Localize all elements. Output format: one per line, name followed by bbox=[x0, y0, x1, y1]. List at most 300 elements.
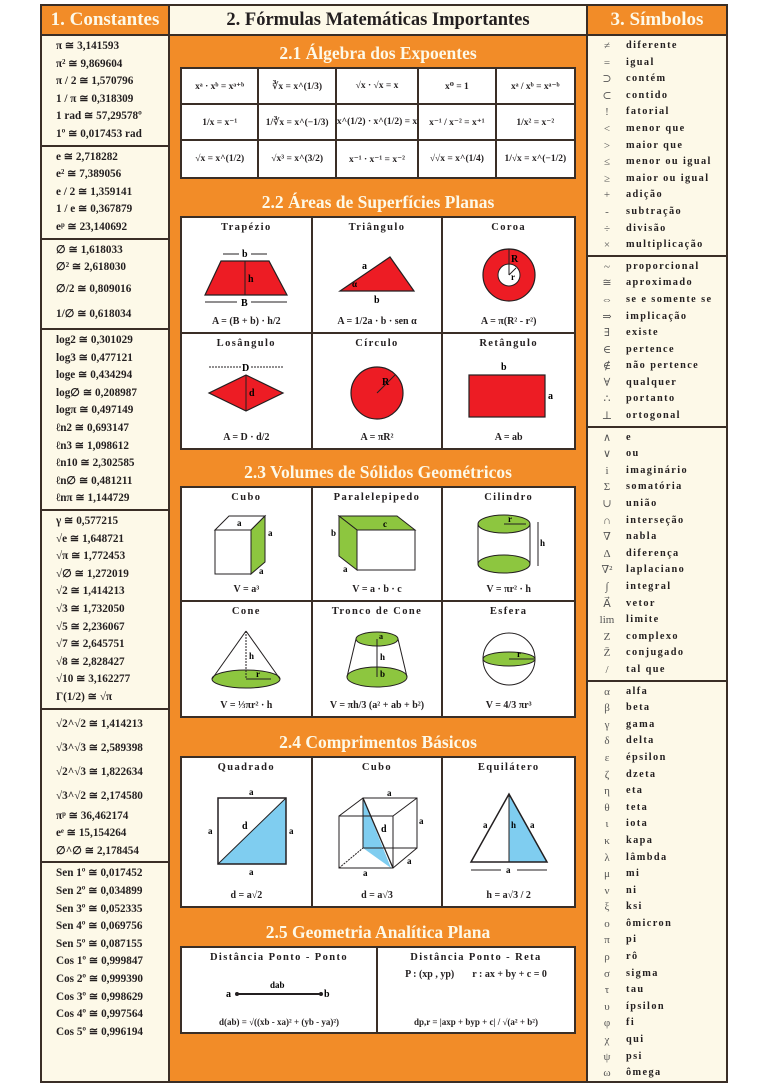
constant-row: e / 2 ≅ 1,359141 bbox=[56, 185, 133, 198]
symbol-row bbox=[588, 700, 726, 717]
algebra-table bbox=[180, 67, 576, 179]
area-retangulo: Retângulo b a A = ab bbox=[443, 334, 574, 448]
symbol-meaning: menor que bbox=[626, 122, 686, 134]
constant-row: e ≅ 2,718282 bbox=[56, 150, 118, 163]
svg-text:a: a bbox=[418, 815, 424, 826]
symbol-meaning: dzeta bbox=[626, 768, 657, 780]
constant-row: ∅/2 ≅ 0,809016 bbox=[56, 282, 132, 295]
constants-group bbox=[42, 710, 168, 864]
rectangle-figure bbox=[461, 349, 557, 432]
cone-figure bbox=[201, 617, 291, 700]
symbol-glyph: μ bbox=[604, 868, 610, 881]
symbol-glyph: ∪ bbox=[602, 498, 612, 511]
svg-text:a: a bbox=[249, 866, 254, 876]
lengths-title: 2.4 Comprimentos Básicos bbox=[279, 732, 477, 752]
constant-row: √5 ≅ 2,236067 bbox=[56, 620, 125, 633]
constant-row: ℓn10 ≅ 2,302585 bbox=[56, 457, 135, 470]
symbol-row bbox=[588, 237, 726, 254]
symbol-meaning: portanto bbox=[626, 393, 676, 405]
symbol-glyph: β bbox=[604, 702, 610, 715]
symbol-row bbox=[588, 916, 726, 933]
exponent-rule: 1/∛x = x^(−1/3) bbox=[259, 105, 336, 141]
analytic-title: 2.5 Geometria Analítica Plana bbox=[265, 922, 491, 942]
symbol-meaning: tal que bbox=[626, 663, 666, 675]
symbol-meaning: imaginário bbox=[626, 464, 689, 476]
equilateral-triangle-figure bbox=[461, 773, 557, 890]
svg-text:b: b bbox=[373, 294, 380, 306]
symbol-row bbox=[588, 187, 726, 204]
symbol-row bbox=[588, 645, 726, 662]
exponent-rule: √x · √x = x bbox=[337, 69, 419, 105]
constant-row: 1 / π ≅ 0,318309 bbox=[56, 92, 134, 105]
exponent-rule: 1/x² = x⁻² bbox=[497, 105, 574, 141]
symbol-row bbox=[588, 684, 726, 701]
symbol-row bbox=[588, 138, 726, 155]
symbol-glyph: ÷ bbox=[603, 222, 611, 235]
svg-text:r: r bbox=[507, 513, 512, 524]
svg-text:a: a bbox=[259, 565, 264, 576]
svg-text:h: h bbox=[249, 650, 255, 661]
symbol-row bbox=[588, 55, 726, 72]
svg-text:h: h bbox=[510, 819, 516, 830]
svg-text:a: a bbox=[378, 631, 383, 641]
symbol-glyph: Δ bbox=[603, 547, 611, 560]
constant-row: 1 / e ≅ 0,367879 bbox=[56, 203, 133, 216]
areas-table bbox=[180, 216, 576, 450]
constant-row: √2 ≅ 1,414213 bbox=[56, 585, 125, 598]
exponent-rule: x^(1/2) · x^(1/2) = x bbox=[337, 105, 419, 141]
symbols-group bbox=[588, 428, 726, 682]
symbol-row bbox=[588, 513, 726, 530]
symbol-row bbox=[588, 999, 726, 1016]
constant-row: Sen 2º ≅ 0,034899 bbox=[56, 884, 143, 897]
symbol-row bbox=[588, 966, 726, 983]
symbol-row bbox=[588, 104, 726, 121]
svg-text:d: d bbox=[380, 823, 387, 835]
symbol-row bbox=[588, 430, 726, 447]
symbol-row bbox=[588, 866, 726, 883]
symbol-row bbox=[588, 662, 726, 679]
symbol-row bbox=[588, 899, 726, 916]
symbol-row bbox=[588, 767, 726, 784]
svg-text:b: b bbox=[324, 989, 330, 1000]
svg-text:a: a bbox=[386, 787, 392, 798]
svg-text:c: c bbox=[382, 518, 387, 529]
symbol-glyph: ζ bbox=[604, 768, 610, 781]
symbol-meaning: ortogonal bbox=[626, 410, 681, 422]
cuboid-figure bbox=[329, 503, 425, 584]
svg-text:dab: dab bbox=[270, 980, 285, 990]
constant-row: √3^√2 ≅ 2,174580 bbox=[56, 789, 143, 802]
symbol-meaning: limite bbox=[626, 614, 660, 626]
symbol-meaning: subtração bbox=[626, 205, 683, 217]
symbol-meaning: se e somente se bbox=[626, 293, 713, 305]
symbol-meaning: épsilon bbox=[626, 751, 667, 763]
symbol-glyph: ⊥ bbox=[601, 410, 613, 423]
symbol-glyph: ⇔ bbox=[601, 293, 613, 306]
areas-title: 2.2 Áreas de Superfícies Planas bbox=[261, 192, 495, 212]
symbol-row bbox=[588, 750, 726, 767]
svg-text:b: b bbox=[500, 361, 507, 373]
symbol-row bbox=[588, 121, 726, 138]
symbol-meaning: alfa bbox=[626, 685, 649, 697]
symbol-glyph: ! bbox=[605, 106, 609, 119]
volume-tronco-cone: Tronco de Cone a h b V = πh/3 (a² + ab + b²) bbox=[313, 602, 444, 716]
symbols-group bbox=[588, 36, 726, 257]
constant-row: π² ≅ 9,869604 bbox=[56, 57, 123, 70]
symbol-meaning: conjugado bbox=[626, 647, 685, 659]
symbol-glyph: ψ bbox=[603, 1050, 611, 1063]
exponent-rule: 1/x = x⁻¹ bbox=[182, 105, 259, 141]
symbol-glyph: A⃗ bbox=[603, 597, 611, 610]
distance-point-point: Distância Ponto - Ponto a b dab d(ab) = √((xb - xa)² + (yb - ya)²) bbox=[182, 948, 378, 1032]
constant-row: ℓn∅ ≅ 0,481211 bbox=[56, 474, 133, 487]
distance-point-line: Distância Ponto - Reta P : (xp , yp) r : ax + by + c = 0 dp,r = |axp + byp + c| / √(a² + b²) bbox=[405, 952, 547, 1027]
symbol-meaning: mi bbox=[626, 868, 641, 880]
symbol-meaning: união bbox=[626, 498, 658, 510]
exponent-rule: xᵃ · xᵇ = xᵃ⁺ᵇ bbox=[182, 69, 259, 105]
volumes-title: 2.3 Volumes de Sólidos Geométricos bbox=[244, 462, 512, 482]
area-circulo: Círculo R A = πR² bbox=[313, 334, 444, 448]
symbol-glyph: ∈ bbox=[602, 343, 612, 356]
constant-row: √3 ≅ 1,732050 bbox=[56, 603, 125, 615]
symbol-glyph: < bbox=[603, 122, 611, 135]
symbol-meaning: eta bbox=[626, 785, 644, 797]
cube-diagonal-figure bbox=[329, 773, 425, 890]
constant-row: ∅² ≅ 2,618030 bbox=[56, 261, 127, 274]
symbol-glyph: ο bbox=[604, 917, 610, 930]
length-cubo: Cubo a a a a d d = a√3 bbox=[313, 758, 444, 906]
constant-row: loge ≅ 0,434294 bbox=[56, 369, 133, 382]
symbol-row bbox=[588, 342, 726, 359]
symbol-glyph: Z bbox=[603, 630, 611, 643]
symbol-meaning: tau bbox=[626, 984, 645, 996]
symbol-meaning: multiplicação bbox=[626, 239, 704, 251]
symbol-glyph: ν bbox=[604, 884, 610, 897]
symbol-meaning: somatória bbox=[626, 481, 683, 493]
symbol-row bbox=[588, 309, 726, 326]
svg-text:r: r bbox=[256, 668, 261, 679]
symbol-meaning: diferente bbox=[626, 40, 678, 51]
constant-row: logπ ≅ 0,497149 bbox=[56, 404, 134, 417]
symbol-row bbox=[588, 1049, 726, 1066]
symbol-row bbox=[588, 717, 726, 734]
symbol-row bbox=[588, 408, 726, 425]
cylinder-figure bbox=[464, 503, 554, 584]
symbol-row bbox=[588, 733, 726, 750]
constant-row: πᵖ ≅ 36,462174 bbox=[56, 809, 129, 822]
svg-text:a: a bbox=[226, 989, 231, 1000]
symbol-glyph: ω bbox=[603, 1067, 611, 1080]
constants-column bbox=[42, 6, 170, 1081]
constant-row: √8 ≅ 2,828427 bbox=[56, 655, 125, 668]
constant-row: √∅ ≅ 1,272019 bbox=[56, 567, 129, 580]
exponent-rule: ∛x = x^(1/3) bbox=[259, 69, 336, 105]
symbol-meaning: complexo bbox=[626, 630, 679, 642]
symbol-glyph: λ bbox=[604, 851, 610, 864]
constant-row: √e ≅ 1,648721 bbox=[56, 532, 125, 545]
symbol-row bbox=[588, 446, 726, 463]
length-quadrado: Quadrado a a a a d d = a√2 bbox=[182, 758, 313, 906]
exponent-rule: 1/√x = x^(−1/2) bbox=[504, 154, 567, 164]
svg-text:a: a bbox=[505, 864, 511, 875]
constants-group bbox=[42, 240, 168, 331]
symbol-meaning: aproximado bbox=[626, 277, 694, 289]
symbol-glyph: ∇ bbox=[603, 531, 611, 544]
symbol-meaning: ípsilon bbox=[626, 1000, 665, 1012]
symbol-row bbox=[588, 275, 726, 292]
symbol-meaning: pi bbox=[626, 934, 638, 946]
symbol-row bbox=[588, 833, 726, 850]
svg-text:a: a bbox=[268, 527, 273, 538]
algebra-title: 2.1 Álgebra dos Expoentes bbox=[279, 43, 477, 63]
exponent-rule: √√x = x^(1/4) bbox=[419, 141, 496, 177]
square-diagonal-figure bbox=[198, 773, 294, 890]
rhombus-figure bbox=[201, 349, 291, 432]
symbol-glyph: ξ bbox=[604, 901, 610, 914]
svg-text:a: a bbox=[362, 867, 368, 876]
constant-row: √7 ≅ 2,645751 bbox=[56, 638, 125, 651]
constant-row: eᵉ ≅ 15,154264 bbox=[56, 827, 127, 840]
symbol-glyph: ∀ bbox=[603, 376, 611, 389]
constants-group bbox=[42, 330, 168, 511]
symbol-meaning: contido bbox=[626, 89, 669, 101]
constant-row: Γ(1/2) ≅ √π bbox=[56, 690, 113, 703]
symbol-glyph: ∃ bbox=[604, 327, 610, 340]
symbol-row bbox=[588, 391, 726, 408]
symbol-meaning: gama bbox=[626, 718, 656, 730]
lengths-table bbox=[180, 756, 576, 908]
symbol-row bbox=[588, 1032, 726, 1049]
volume-esfera: Esfera r V = 4/3 πr³ bbox=[443, 602, 574, 716]
symbol-row bbox=[588, 221, 726, 238]
symbol-row bbox=[588, 479, 726, 496]
constants-group bbox=[42, 863, 168, 1042]
symbol-meaning: não pertence bbox=[626, 360, 700, 372]
circle-figure bbox=[332, 349, 422, 432]
constant-row: Cos 4º ≅ 0,997564 bbox=[56, 1008, 144, 1021]
symbol-glyph: δ bbox=[604, 735, 610, 748]
length-equilatero: Equilátero a a h a h = a√3 / 2 bbox=[443, 758, 574, 906]
symbol-row bbox=[588, 800, 726, 817]
symbol-glyph: χ bbox=[604, 1034, 610, 1047]
symbol-meaning: fatorial bbox=[626, 106, 670, 118]
svg-text:b: b bbox=[379, 668, 385, 679]
formula-sheet bbox=[40, 4, 728, 1083]
symbol-glyph: υ bbox=[604, 1000, 610, 1013]
symbol-glyph: θ bbox=[604, 801, 610, 814]
constant-row: Cos 3º ≅ 0,998629 bbox=[56, 990, 144, 1003]
symbol-row bbox=[588, 982, 726, 999]
symbol-glyph: ∧ bbox=[602, 431, 612, 444]
symbol-row bbox=[588, 949, 726, 966]
analytic-table bbox=[180, 946, 576, 1034]
symbol-glyph: ≤ bbox=[603, 156, 611, 169]
segment-figure bbox=[204, 963, 354, 1017]
symbol-glyph: ≥ bbox=[603, 172, 611, 185]
symbol-meaning: sigma bbox=[626, 967, 659, 979]
symbol-glyph: + bbox=[603, 189, 611, 202]
constant-row: √2^√2 ≅ 1,414213 bbox=[56, 717, 143, 730]
exponent-rule: √x = x^(1/2) bbox=[182, 141, 259, 177]
trapezoid-figure bbox=[201, 233, 291, 316]
symbol-meaning: lâmbda bbox=[626, 851, 668, 863]
symbol-meaning: integral bbox=[626, 581, 672, 592]
svg-text:a: a bbox=[208, 825, 213, 836]
symbol-glyph: ∇² bbox=[601, 564, 613, 577]
symbol-meaning: contém bbox=[626, 73, 667, 85]
symbol-meaning: interseção bbox=[626, 514, 685, 526]
symbol-meaning: menor ou igual bbox=[626, 156, 712, 168]
svg-text:a: a bbox=[529, 819, 535, 830]
symbol-glyph: ∨ bbox=[602, 448, 612, 461]
symbol-row bbox=[588, 171, 726, 188]
symbol-row bbox=[588, 816, 726, 833]
svg-text:a: a bbox=[237, 517, 242, 528]
constant-row: 1/∅ ≅ 0,618034 bbox=[56, 307, 132, 320]
svg-text:h: h bbox=[379, 651, 385, 662]
symbol-glyph: ⇒ bbox=[602, 310, 612, 323]
constants-group bbox=[42, 36, 168, 147]
constant-row: ∅^∅ ≅ 2,178454 bbox=[56, 844, 139, 857]
volume-paralelepipedo: Paralelepipedo c b a V = a · b · c bbox=[313, 488, 444, 602]
svg-text:a: a bbox=[361, 260, 367, 272]
exponent-rule: xᵃ / xᵇ = xᵃ⁻ᵇ bbox=[497, 69, 574, 105]
symbol-meaning: e bbox=[626, 431, 632, 443]
constant-row: log2 ≅ 0,301029 bbox=[56, 334, 133, 347]
symbol-glyph: π bbox=[604, 934, 610, 947]
symbol-glyph: φ bbox=[603, 1017, 611, 1030]
svg-text:d: d bbox=[249, 387, 255, 399]
symbol-meaning: ksi bbox=[626, 901, 643, 913]
constant-row: π / 2 ≅ 1,570796 bbox=[56, 75, 134, 88]
constant-row: e² ≅ 7,389056 bbox=[56, 168, 122, 181]
svg-text:D: D bbox=[242, 362, 250, 374]
symbol-meaning: teta bbox=[626, 801, 649, 813]
symbol-glyph: × bbox=[603, 239, 611, 252]
symbol-row bbox=[588, 154, 726, 171]
symbol-glyph: ⊂ bbox=[602, 89, 612, 102]
area-coroa: Coroa R r A = π(R² - r²) bbox=[443, 218, 574, 334]
symbol-meaning: igual bbox=[626, 56, 655, 68]
svg-text:h: h bbox=[539, 537, 545, 548]
constant-row: Sen 4º ≅ 0,069756 bbox=[56, 920, 143, 933]
symbol-meaning: ou bbox=[626, 448, 640, 460]
symbol-glyph: ε bbox=[604, 751, 610, 764]
symbol-glyph: i bbox=[605, 464, 609, 477]
symbol-glyph: γ bbox=[604, 718, 610, 731]
point-line-definitions: P : (xp , yp) r : ax + by + c = 0 bbox=[405, 969, 547, 980]
svg-text:α: α bbox=[351, 278, 358, 289]
constants-title: 1. Constantes bbox=[42, 6, 168, 36]
symbol-glyph: σ bbox=[604, 967, 610, 980]
symbol-meaning: kapa bbox=[626, 834, 654, 846]
symbol-row bbox=[588, 38, 726, 55]
constant-row: ℓn3 ≅ 1,098612 bbox=[56, 439, 129, 452]
symbol-row bbox=[588, 496, 726, 513]
symbol-meaning: rô bbox=[626, 951, 639, 963]
symbol-row bbox=[588, 71, 726, 88]
symbol-glyph: τ bbox=[604, 984, 610, 997]
volume-cone: Cone h r V = ⅓πr² · h bbox=[182, 602, 313, 716]
symbol-row bbox=[588, 579, 726, 596]
sphere-figure bbox=[464, 617, 554, 700]
symbol-meaning: pertence bbox=[626, 343, 675, 355]
frustum-figure bbox=[332, 617, 422, 700]
symbol-meaning: beta bbox=[626, 702, 651, 714]
symbol-meaning: maior que bbox=[626, 139, 684, 151]
svg-text:a: a bbox=[406, 855, 412, 866]
cube-figure bbox=[201, 503, 291, 584]
symbols-group bbox=[588, 257, 726, 428]
constant-row: γ ≅ 0,577215 bbox=[56, 515, 119, 528]
formulas-title: 2. Fórmulas Matemáticas Importantes bbox=[170, 6, 586, 36]
area-trapezio: Trapézio b h B A = (B + b) · h/2 bbox=[182, 218, 313, 334]
symbol-glyph: ι bbox=[605, 818, 609, 831]
svg-text:d: d bbox=[242, 820, 248, 832]
symbol-row bbox=[588, 1065, 726, 1082]
symbols-group bbox=[588, 682, 726, 1083]
volume-cilindro: Cilindro r h V = πr² · h bbox=[443, 488, 574, 602]
symbol-meaning: psi bbox=[626, 1050, 643, 1062]
symbol-meaning: qualquer bbox=[626, 376, 678, 388]
symbol-glyph: κ bbox=[604, 834, 610, 847]
constant-row: ℓn2 ≅ 0,693147 bbox=[56, 422, 129, 435]
symbol-meaning: implicação bbox=[626, 310, 688, 322]
constant-row: log∅ ≅ 0,208987 bbox=[56, 386, 137, 399]
symbol-glyph: ∉ bbox=[602, 360, 612, 373]
constants-group bbox=[42, 511, 168, 710]
symbol-row bbox=[588, 932, 726, 949]
svg-text:a: a bbox=[289, 825, 294, 836]
symbol-glyph: ∩ bbox=[603, 514, 611, 527]
svg-text:r: r bbox=[510, 271, 515, 282]
svg-text:R: R bbox=[510, 253, 518, 265]
constant-row: 1 rad ≅ 57,29578º bbox=[56, 110, 142, 123]
symbol-row bbox=[588, 546, 726, 563]
area-losangulo: Losângulo D d A = D · d/2 bbox=[182, 334, 313, 448]
symbol-meaning: adição bbox=[626, 189, 664, 201]
constant-row: Sen 1º ≅ 0,017452 bbox=[56, 867, 143, 880]
symbol-glyph: ≠ bbox=[603, 40, 611, 52]
svg-text:a: a bbox=[482, 819, 488, 830]
formulas-column bbox=[170, 6, 588, 1081]
symbol-glyph: ρ bbox=[604, 951, 610, 964]
symbol-meaning: proporcional bbox=[626, 260, 700, 272]
symbol-meaning: diferença bbox=[626, 547, 680, 559]
symbol-meaning: divisão bbox=[626, 222, 667, 234]
symbol-glyph: Z̄ bbox=[603, 647, 611, 660]
symbol-meaning: delta bbox=[626, 735, 655, 747]
constant-row: √π ≅ 1,772453 bbox=[56, 550, 126, 563]
symbol-glyph: lim bbox=[599, 614, 615, 627]
constant-row: √10 ≅ 3,162277 bbox=[56, 673, 131, 686]
constant-row: Cos 1º ≅ 0,999847 bbox=[56, 955, 144, 968]
svg-text:a: a bbox=[547, 390, 553, 402]
symbol-meaning: fi bbox=[626, 1017, 636, 1029]
symbol-row bbox=[588, 358, 726, 375]
exponent-rule: √x³ = x^(3/2) bbox=[259, 141, 336, 177]
svg-text:r: r bbox=[516, 648, 521, 659]
symbol-glyph: ∴ bbox=[603, 393, 611, 406]
volumes-table bbox=[180, 486, 576, 718]
symbol-row bbox=[588, 529, 726, 546]
symbol-meaning: nabla bbox=[626, 531, 658, 543]
svg-text:b: b bbox=[330, 527, 336, 538]
symbol-glyph: - bbox=[605, 205, 609, 218]
symbol-row bbox=[588, 292, 726, 309]
svg-text:R: R bbox=[381, 376, 390, 388]
